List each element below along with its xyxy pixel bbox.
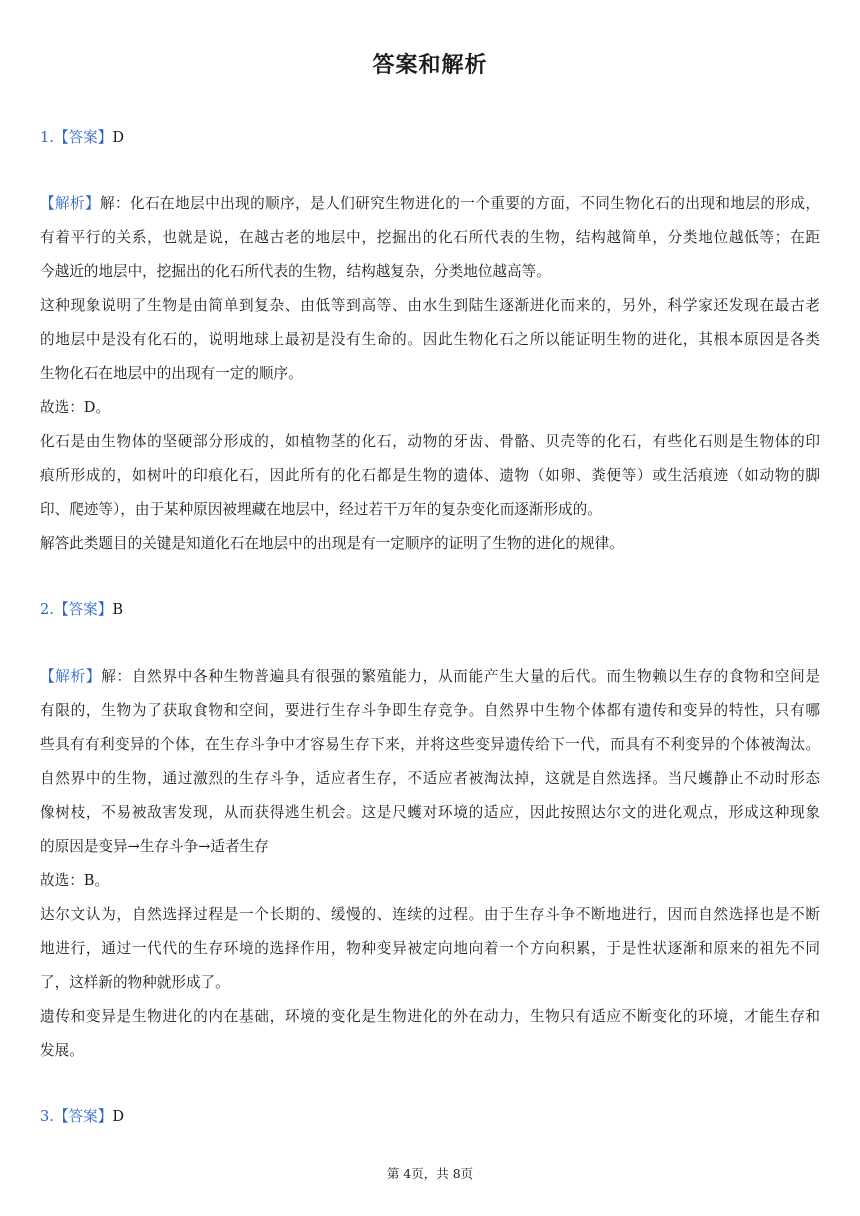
q1-analysis-line-9: 痕所形成的，如树叶的印痕化石，因此所有的化石都是生物的遗体、遗物（如卵、粪便等）或生活痕迹（如动物的脚	[40, 467, 820, 484]
q2-analysis-line-11: 遗传和变异是生物进化的内在基础，环境的变化是生物进化的外在动力，生物只有适应不断变化的环境，才能生存和	[40, 1008, 820, 1025]
q1-analysis-text-1: 解：化石在地层中出现的顺序，是人们研究生物进化的一个重要的方面，不同生物化石的出现和地层的形成，	[100, 195, 820, 212]
q2-analysis-line-2: 有限的，生物为了获取食物和空间，要进行生存斗争即生存竞争。自然界中生物个体都有遗传和变异的特性，只有哪	[40, 702, 820, 719]
q2-answer-tag: 【答案】	[53, 601, 113, 618]
q1-analysis-line-3: 今越近的地层中，挖掘出的化石所代表的生物，结构越复杂，分类地位越高等。	[40, 263, 551, 280]
q3-number: 3.	[40, 1108, 54, 1125]
page-footer: 第 4页，共 8页	[386, 1166, 474, 1181]
q1-analysis-line-4: 这种现象说明了生物是由简单到复杂、由低等到高等、由水生到陆生逐渐进化而来的，另外，科学家还发现在最古老	[40, 297, 820, 314]
q2-analysis-line-1	[40, 667, 820, 687]
q2-analysis-line-12: 发展。	[40, 1042, 84, 1059]
q3-answer-line	[40, 1107, 820, 1127]
q1-analysis-line-11: 解答此类题目的关键是知道化石在地层中的出现是有一定顺序的证明了生物的进化的规律。	[40, 535, 624, 552]
q1-analysis-line-8: 化石是由生物体的坚硬部分形成的，如植物茎的化石，动物的牙齿、骨骼、贝壳等的化石，有些化石则是生物体的印	[40, 433, 820, 450]
q2-number: 2.	[40, 601, 54, 618]
q2-analysis-tag: 【解析】	[40, 668, 102, 685]
q1-answer-tag: 【答案】	[53, 129, 113, 146]
q2-analysis-line-9: 地进行，通过一代代的生存环境的选择作用，物种变异被定向地向着一个方向积累，于是性状逐渐和原来的祖先不同	[40, 940, 820, 957]
q2-analysis-line-8: 达尔文认为，自然选择过程是一个长期的、缓慢的、连续的过程。由于生存斗争不断地进行，因而自然选择也是不断	[40, 906, 820, 923]
q1-analysis-line-2: 有着平行的关系，也就是说，在越古老的地层中，挖掘出的化石所代表的生物，结构越简单，分类地位越低等；在距	[40, 229, 820, 246]
q1-number: 1.	[40, 129, 54, 146]
q2-analysis-line-5: 像树枝，不易被敌害发现，从而获得逃生机会。这是尺蠖对环境的适应，因此按照达尔文的进化观点，形成这种现象	[40, 804, 820, 821]
q3-answer-value: D	[112, 1108, 125, 1125]
q3-answer-tag: 【答案】	[53, 1108, 113, 1125]
q2-choice-line: 故选：B。	[40, 872, 110, 889]
q1-analysis-line-6: 生物化石在地层中的出现有一定的顺序。	[40, 365, 303, 382]
q1-analysis-line-1	[40, 194, 820, 214]
q1-analysis-tag: 【解析】	[40, 195, 101, 212]
q1-choice-line: 故选：D。	[40, 399, 111, 416]
q1-analysis-line-5: 的地层中是没有化石的，说明地球上最初是没有生命的。因此生物化石之所以能证明生物的进化，其根本原因是各类	[40, 331, 820, 348]
page-title: 答案和解析	[372, 53, 488, 78]
q2-analysis-line-10: 了，这样新的物种就形成了。	[40, 974, 230, 991]
q1-answer-value: D	[112, 129, 125, 146]
q2-analysis-line-4: 自然界中的生物，通过激烈的生存斗争，适应者生存，不适应者被淘汰掉，这就是自然选择。当尺蠖静止不动时形态	[40, 770, 820, 787]
q2-answer-line	[40, 600, 820, 620]
q2-analysis-line-3: 些具有有利变异的个体，在生存斗争中才容易生存下来，并将这些变异遗传给下一代，而具有不利变异的个体被淘汰。	[40, 736, 820, 753]
q2-analysis-text-1: 解：自然界中各种生物普遍具有很强的繁殖能力，从而能产生大量的后代。而生物赖以生存的食物和空间是	[101, 668, 820, 685]
q2-analysis-line-6: 的原因是变异→生存斗争→适者生存	[40, 838, 269, 855]
q1-analysis-line-10: 印、爬迹等），由于某种原因被埋藏在地层中，经过若干万年的复杂变化而逐渐形成的。	[40, 501, 602, 518]
q1-answer-line	[40, 128, 820, 148]
q2-answer-value: B	[112, 601, 124, 618]
